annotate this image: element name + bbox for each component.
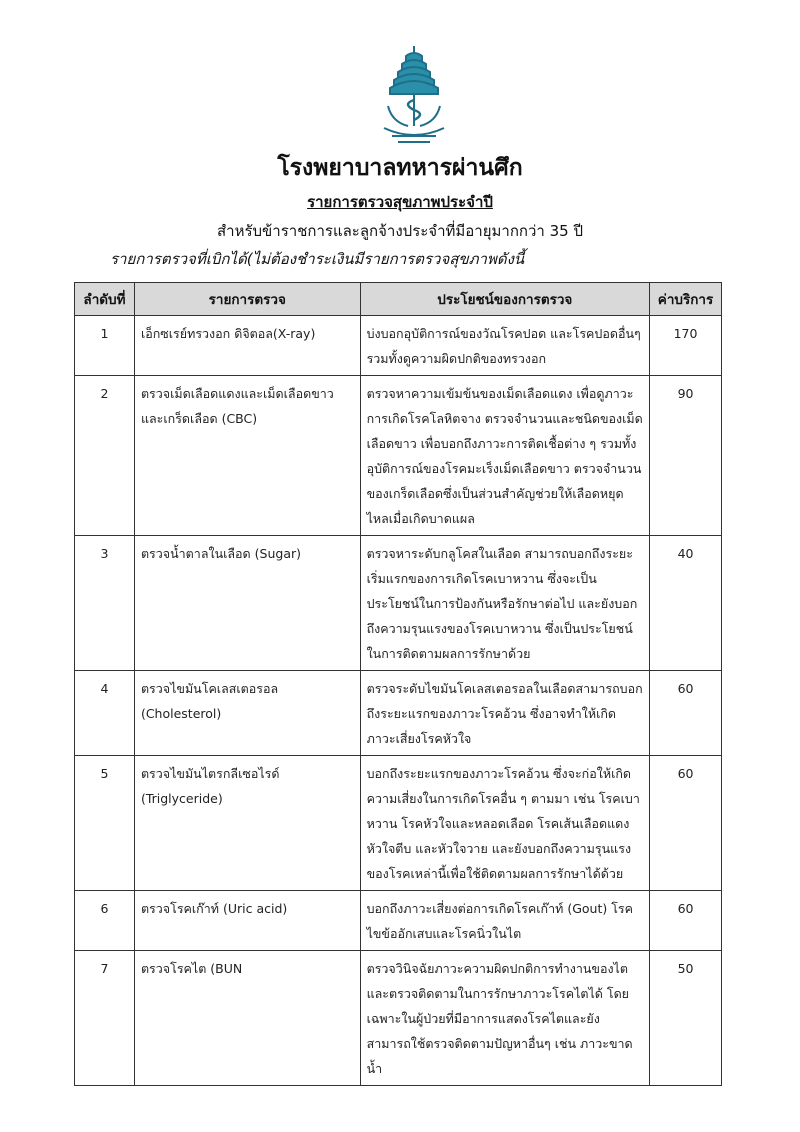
- column-header-benefit: ประโยชน์ของการตรวจ: [360, 283, 649, 316]
- row-number: 4: [75, 671, 135, 756]
- row-benefit: บอกถึงภาวะเสี่ยงต่อการเกิดโรคเก๊าท์ (Gout) โรคไขข้ออักเสบและโรคนิ่วในไต: [360, 891, 649, 951]
- row-price: 60: [650, 671, 722, 756]
- table-row: [75, 671, 722, 756]
- table-row: [75, 376, 722, 536]
- document-description: สำหรับข้าราชการและลูกจ้างประจำที่มีอายุมากกว่า 35 ปี: [217, 222, 583, 240]
- row-item: ตรวจโรคเก๊าท์ (Uric acid): [134, 891, 360, 951]
- row-price: 60: [650, 891, 722, 951]
- table-row: [75, 756, 722, 891]
- row-item: ตรวจน้ำตาลในเลือด (Sugar): [134, 536, 360, 671]
- row-number: 2: [75, 376, 135, 536]
- row-number: 7: [75, 951, 135, 1086]
- hospital-title: โรงพยาบาลทหารผ่านศึก: [277, 154, 523, 181]
- hospital-emblem-icon: [378, 42, 450, 154]
- table-row: [75, 316, 722, 376]
- column-header-no: ลำดับที่: [75, 283, 135, 316]
- checkup-table: [74, 282, 722, 1086]
- table-header-row: [75, 283, 722, 316]
- row-item: ตรวจเม็ดเลือดแดงและเม็ดเลือดขาวและเกร็ดเลือด (CBC): [134, 376, 360, 536]
- row-price: 60: [650, 756, 722, 891]
- row-price: 50: [650, 951, 722, 1086]
- row-benefit: บอกถึงระยะแรกของภาวะโรคอ้วน ซึ่งจะก่อให้เกิดความเสี่ยงในการเกิดโรคอื่น ๆ ตามมา เช่น โรคเบาหวาน โรคหัวใจและหลอดเลือด โรคเส้นเลือดแดง หัวใจตีบ และหัวใจวาย และยังบอกถึงความรุนแรงของโรคเหล่านี้เพื่อใช้ติดตามผลการรักษาได้ด้วย: [360, 756, 649, 891]
- row-number: 5: [75, 756, 135, 891]
- row-price: 170: [650, 316, 722, 376]
- document-subtitle: รายการตรวจสุขภาพประจำปี: [307, 193, 493, 211]
- row-number: 1: [75, 316, 135, 376]
- row-item: ตรวจไขมันโคเลสเตอรอล (Cholesterol): [134, 671, 360, 756]
- table-row: [75, 891, 722, 951]
- row-benefit: ตรวจหาความเข้มข้นของเม็ดเลือดแดง เพื่อดูภาวะการเกิดโรคโลหิตจาง ตรวจจำนวนและชนิดของเม็ดเลือดขาว เพื่อบอกถึงภาวะการติดเชื้อต่าง ๆ รวมทั้งอุบัติการณ์ของโรคมะเร็งเม็ดเลือดขาว ตรวจจำนวนของเกร็ดเลือดซึ่งเป็นส่วนสำคัญช่วยให้เลือดหยุดไหลเมื่อเกิดบาดแผล: [360, 376, 649, 536]
- row-item: ตรวจโรคไต (BUN: [134, 951, 360, 1086]
- column-header-item: รายการตรวจ: [134, 283, 360, 316]
- row-item: เอ็กซเรย์ทรวงอก ดิจิตอล(X-ray): [134, 316, 360, 376]
- row-benefit: ตรวจระดับไขมันโคเลสเตอรอลในเลือดสามารถบอกถึงระยะแรกของภาวะโรคอ้วน ซึ่งอาจทำให้เกิดภาวะเสี่ยงโรคหัวใจ: [360, 671, 649, 756]
- document-note: รายการตรวจที่เบิกได้(ไม่ต้องชำระเงินมีรายการตรวจสุขภาพดังนี้: [110, 250, 525, 268]
- row-benefit: ตรวจหาระดับกลูโคสในเลือด สามารถบอกถึงระยะเริ่มแรกของการเกิดโรคเบาหวาน ซึ่งจะเป็นประโยชน์ในการป้องกันหรือรักษาต่อไป และยังบอกถึงความรุนแรงของโรคเบาหวาน ซึ่งเป็นประโยชน์ ในการติดตามผลการรักษาด้วย: [360, 536, 649, 671]
- row-item: ตรวจไขมันไตรกลีเซอไรด์ (Triglyceride): [134, 756, 360, 891]
- table-row: [75, 536, 722, 671]
- row-benefit: บ่งบอกอุบัติการณ์ของวัณโรคปอด และโรคปอดอื่นๆ รวมทั้งดูความผิดปกติของทรวงอก: [360, 316, 649, 376]
- row-price: 40: [650, 536, 722, 671]
- column-header-price: ค่าบริการ: [650, 283, 722, 316]
- row-number: 6: [75, 891, 135, 951]
- row-number: 3: [75, 536, 135, 671]
- row-price: 90: [650, 376, 722, 536]
- table-row: [75, 951, 722, 1086]
- row-benefit: ตรวจวินิจฉัยภาวะความผิดปกติการทำงานของไต และตรวจติดตามในการรักษาภาวะโรคไตได้ โดยเฉพาะในผู้ป่วยที่มีอาการแสดงโรคไตและยังสามารถใช้ตรวจติดตามปัญหาอื่นๆ เช่น ภาวะขาดน้ำ: [360, 951, 649, 1086]
